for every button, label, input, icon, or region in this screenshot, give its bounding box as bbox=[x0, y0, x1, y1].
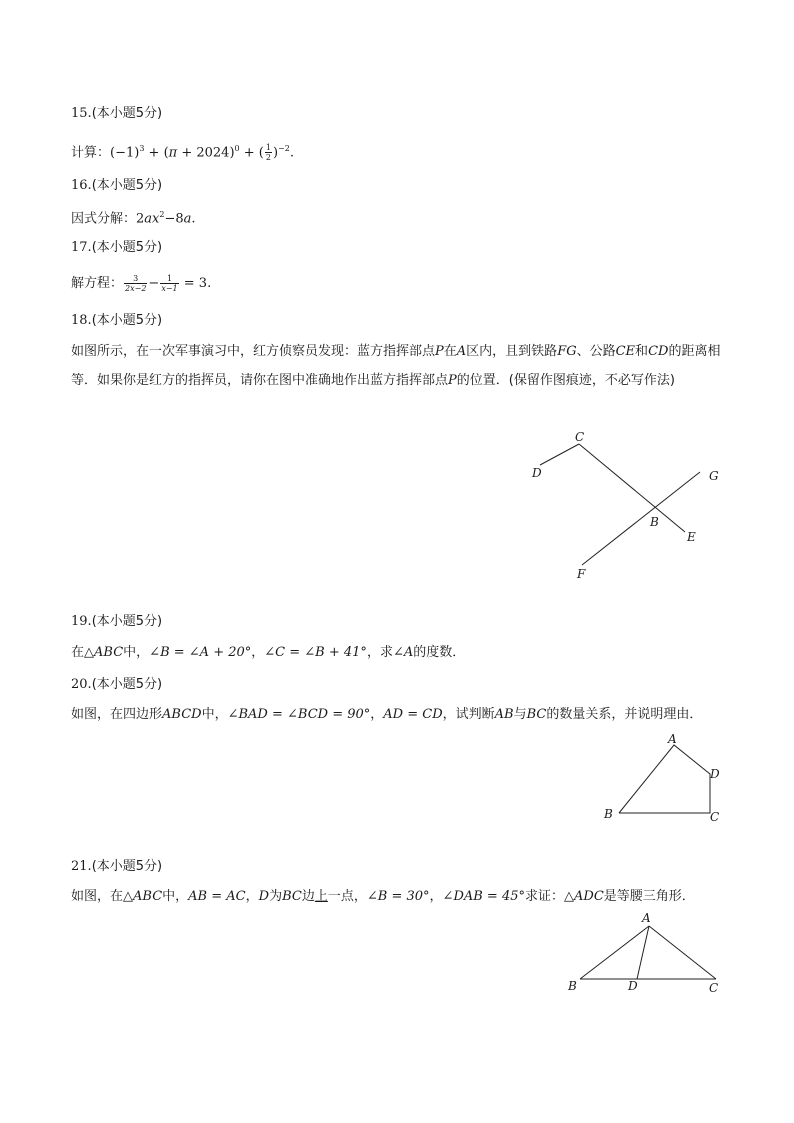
q17-body bbox=[71, 274, 211, 293]
q18-road-ce: CE bbox=[615, 344, 636, 359]
q20-figure bbox=[595, 728, 730, 828]
q21-label-b: B bbox=[568, 979, 577, 993]
q20-header bbox=[71, 676, 162, 694]
q19-points: (本小题5分) bbox=[91, 614, 163, 629]
q15-expr-part: ) bbox=[272, 145, 279, 161]
q20-text: 如图，在四边形 bbox=[71, 707, 163, 722]
q21-text: ， bbox=[429, 889, 443, 904]
q16-exponent: 2 bbox=[159, 210, 165, 219]
q19-body bbox=[71, 644, 465, 662]
q18-point-p: P bbox=[435, 344, 444, 359]
q20-text: 与 bbox=[513, 707, 527, 722]
q21-text-underlined: 上 bbox=[314, 889, 328, 904]
q16-body bbox=[71, 206, 196, 228]
q15-exponent: 0 bbox=[234, 144, 240, 153]
q18-road-cd: CD bbox=[648, 344, 669, 359]
q20-equality: AD = CD bbox=[383, 707, 443, 722]
q21-header bbox=[71, 858, 162, 876]
q15-points: (本小题5分) bbox=[91, 106, 163, 121]
q16-variable: a bbox=[183, 211, 192, 227]
q21-body bbox=[71, 888, 695, 906]
q15-expr-part: + ( bbox=[144, 145, 169, 161]
q18-label-f: F bbox=[577, 567, 586, 581]
q15-fraction bbox=[265, 143, 272, 162]
q20-text: 的数量关系，并说明理由． bbox=[546, 707, 703, 722]
q20-quad-name: ABCD bbox=[162, 707, 202, 722]
q18-text: 如图所示，在一次军事演习中，红方侦察员发现：蓝方指挥部点 bbox=[71, 344, 436, 359]
q16-number: 16. bbox=[71, 178, 92, 193]
q21-equality: AB = AC bbox=[188, 889, 246, 904]
q16-variable: ax bbox=[144, 211, 160, 227]
q21-triangle-adc: ADC bbox=[574, 889, 604, 904]
q15-expr-part: + ( bbox=[239, 145, 264, 161]
q21-text: 求证： bbox=[525, 889, 565, 904]
q17-fraction-num: 1 bbox=[160, 274, 178, 284]
q19-angle-relation: ∠B = ∠A + 20° bbox=[149, 645, 252, 660]
q20-label-b: B bbox=[604, 807, 613, 821]
q21-figure bbox=[560, 908, 730, 998]
q15-body bbox=[71, 140, 294, 162]
q18-text: 区内，且到铁路 bbox=[466, 344, 558, 359]
q16-header bbox=[71, 177, 162, 195]
q21-text: 边 bbox=[301, 889, 315, 904]
q19-number: 19. bbox=[71, 614, 92, 629]
q17-fraction-den: 2x−2 bbox=[125, 284, 147, 293]
q16-prefix: 因式分解： bbox=[71, 211, 137, 227]
q17-header bbox=[71, 239, 162, 257]
q16-period: . bbox=[191, 211, 196, 227]
q18-header bbox=[71, 312, 162, 330]
q21-label-a: A bbox=[642, 911, 651, 925]
q15-exponent: 3 bbox=[139, 144, 145, 153]
q20-label-a: A bbox=[668, 732, 677, 746]
q17-number: 17. bbox=[71, 240, 92, 255]
q18-railway-fg: FG bbox=[557, 344, 577, 359]
q21-text: 一点， bbox=[327, 889, 367, 904]
q20-text: ， bbox=[370, 707, 384, 722]
q20-text: 中， bbox=[201, 707, 228, 722]
q15-header bbox=[71, 105, 162, 123]
q18-label-b: B bbox=[650, 515, 659, 529]
q21-text: ， bbox=[245, 889, 259, 904]
q18-label-e: E bbox=[687, 530, 696, 544]
q21-number: 21. bbox=[71, 859, 92, 874]
q19-angle-relation: ∠C = ∠B + 41° bbox=[264, 645, 367, 660]
q19-text: 在 bbox=[71, 645, 85, 660]
q16-points: (本小题5分) bbox=[91, 178, 163, 193]
q20-segment-bc: BC bbox=[526, 707, 547, 722]
q18-text: 的距离相等．如果你是红方的指挥员，请你在图中准确地作出蓝方指挥部点 bbox=[71, 344, 721, 388]
q18-figure bbox=[520, 425, 730, 585]
q21-point-d: D bbox=[258, 889, 270, 904]
q19-header bbox=[71, 613, 162, 631]
q21-segment-bc: BC bbox=[282, 889, 302, 904]
q15-expr-part: + 2024) bbox=[177, 145, 235, 161]
q18-text: 、公路 bbox=[576, 344, 616, 359]
q21-angle-b: ∠B = 30° bbox=[366, 889, 430, 904]
q15-period: . bbox=[289, 145, 294, 161]
q20-label-d: D bbox=[710, 767, 720, 781]
q18-point-p: P bbox=[448, 373, 457, 388]
q21-text: 是等腰三角形． bbox=[603, 889, 695, 904]
q19-angle-a: ∠A bbox=[392, 645, 414, 660]
q20-label-c: C bbox=[710, 810, 720, 824]
q15-fraction-den: 2 bbox=[265, 153, 271, 163]
q19-triangle-symbol: △ bbox=[84, 645, 95, 660]
q19-text: ，求 bbox=[366, 645, 393, 660]
q20-number: 20. bbox=[71, 677, 92, 692]
q21-triangle-name: ABC bbox=[133, 889, 163, 904]
q21-points: (本小题5分) bbox=[91, 859, 163, 874]
q18-text: 的位置．(保留作图痕迹，不必写作法) bbox=[456, 373, 675, 388]
q15-exponent: −2 bbox=[278, 144, 290, 153]
q21-angle-dab: ∠DAB = 45° bbox=[442, 889, 526, 904]
q20-segment-ab: AB bbox=[494, 707, 514, 722]
q17-fraction-1 bbox=[124, 274, 147, 293]
q19-triangle-name: ABC bbox=[94, 645, 124, 660]
q19-text: 中， bbox=[123, 645, 150, 660]
q21-text: 为 bbox=[269, 889, 283, 904]
q21-triangle-symbol: △ bbox=[564, 889, 575, 904]
q21-text: 如图，在 bbox=[71, 889, 124, 904]
q17-period: . bbox=[207, 276, 212, 291]
q17-rhs: = 3 bbox=[179, 276, 208, 291]
q15-expr-part: (−1) bbox=[110, 145, 140, 161]
q17-points: (本小题5分) bbox=[91, 240, 163, 255]
q19-text: ， bbox=[251, 645, 265, 660]
q21-label-c: C bbox=[709, 981, 719, 995]
q21-label-d: D bbox=[628, 979, 638, 993]
q15-number: 15. bbox=[71, 106, 92, 121]
q20-angle-relation: ∠BAD = ∠BCD = 90° bbox=[227, 707, 371, 722]
q18-label-d: D bbox=[532, 466, 542, 480]
q20-body bbox=[71, 706, 702, 724]
q16-expr-part: −8 bbox=[164, 211, 184, 227]
q18-text: 和 bbox=[635, 344, 649, 359]
q18-label-c: C bbox=[575, 430, 585, 444]
q17-fraction-2 bbox=[160, 274, 178, 293]
q20-points: (本小题5分) bbox=[91, 677, 163, 692]
q18-body bbox=[71, 337, 721, 395]
q18-text: 在 bbox=[443, 344, 457, 359]
q15-fraction-num: 1 bbox=[265, 143, 271, 153]
q18-area-a: A bbox=[456, 344, 467, 359]
q21-text: 中， bbox=[162, 889, 189, 904]
q16-expr-part: 2 bbox=[136, 211, 145, 227]
q17-minus: − bbox=[148, 276, 160, 291]
q21-triangle-symbol: △ bbox=[123, 889, 134, 904]
q19-text: 的度数． bbox=[413, 645, 466, 660]
q15-pi: π bbox=[168, 145, 178, 161]
q18-number: 18. bbox=[71, 313, 92, 328]
q20-text: ，试判断 bbox=[442, 707, 495, 722]
q18-label-g: G bbox=[709, 469, 719, 483]
q15-prefix: 计算： bbox=[71, 145, 111, 161]
q17-prefix: 解方程： bbox=[71, 276, 124, 291]
q18-points: (本小题5分) bbox=[91, 313, 163, 328]
q17-fraction-den: x−1 bbox=[161, 284, 178, 293]
q17-fraction-num: 3 bbox=[124, 274, 147, 284]
